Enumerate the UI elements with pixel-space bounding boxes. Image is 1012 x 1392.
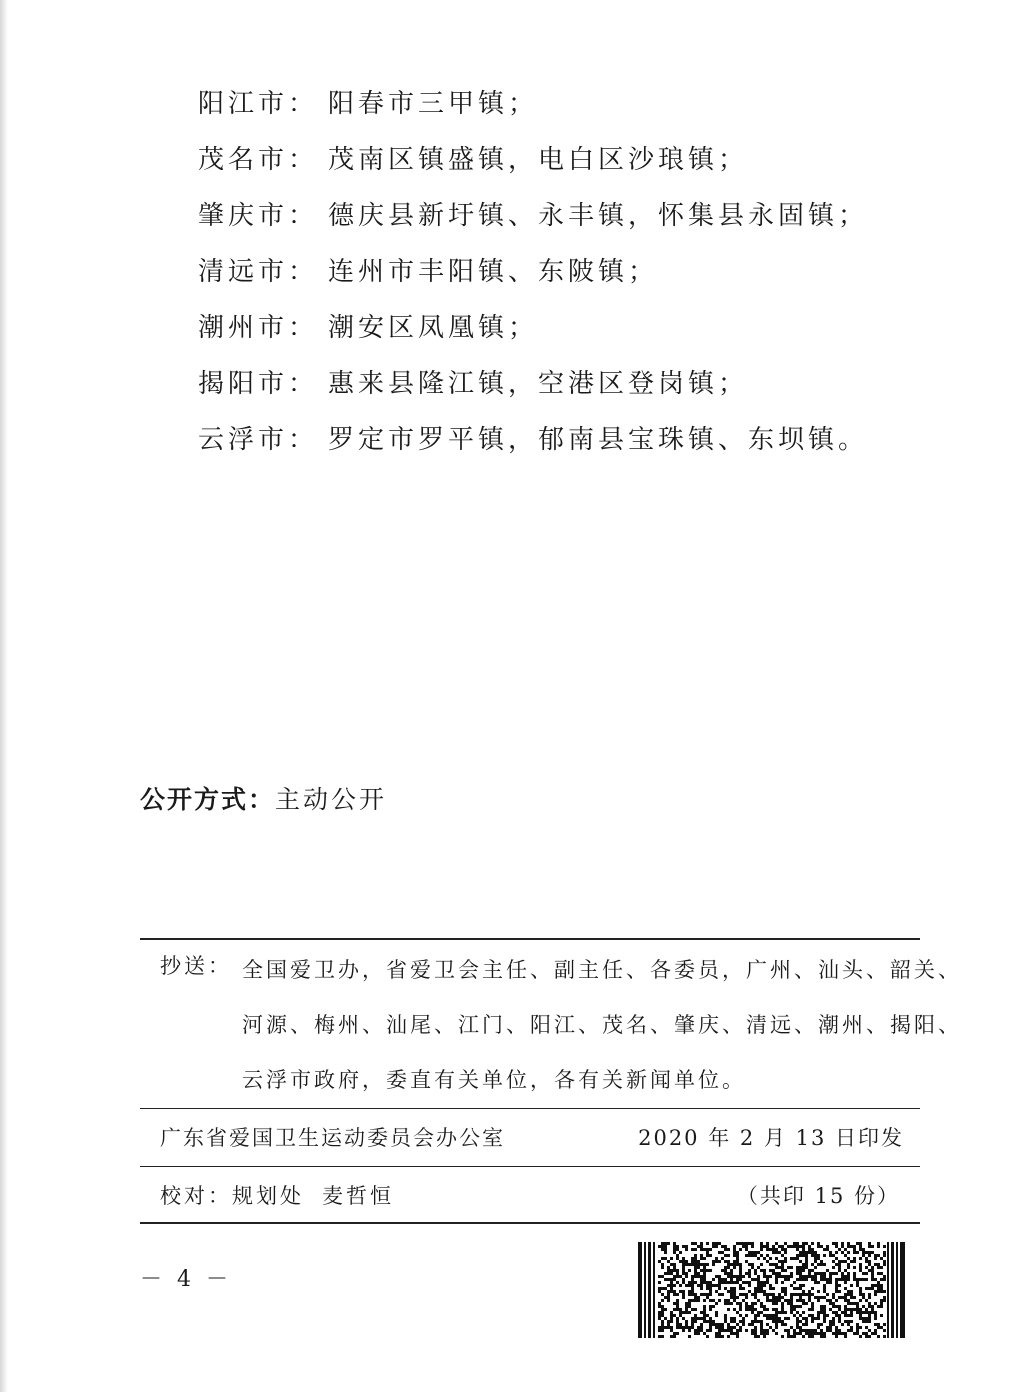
list-item [198, 306, 868, 362]
copies-count: （共印 15 份） [736, 1184, 900, 1208]
issuing-office: 广东省爱国卫生运动委员会办公室 [160, 1126, 505, 1150]
list-item [198, 194, 868, 250]
list-item [198, 362, 868, 418]
city-name: 云浮市： [198, 425, 319, 455]
proofread-person: 麦哲恒 [322, 1184, 394, 1208]
town-list: 阳春市三甲镇； [328, 89, 539, 119]
page-edge-shadow [0, 0, 8, 1392]
cc-line: 河源、梅州、汕尾、江门、阳江、茂名、肇庆、清远、潮州、揭阳、 [242, 1013, 962, 1037]
divider-bottom [140, 1222, 920, 1224]
town-list: 茂南区镇盛镇，电白区沙琅镇； [328, 145, 749, 175]
cc-line: 全国爱卫办，省爱卫会主任、副主任、各委员，广州、汕头、韶关、 [242, 958, 962, 982]
cc-line: 云浮市政府，委直有关单位，各有关新闻单位。 [242, 1068, 746, 1092]
divider-top [140, 938, 920, 940]
city-name: 揭阳市： [198, 369, 319, 399]
town-list: 潮安区凤凰镇； [328, 313, 539, 343]
town-list: 罗定市罗平镇，郁南县宝珠镇、东坝镇。 [328, 425, 869, 455]
town-list: 德庆县新圩镇、永丰镇，怀集县永固镇； [328, 201, 869, 231]
page-number: － 4 － [140, 1267, 232, 1292]
cc-label: 抄送： [160, 954, 232, 978]
issue-date: 2020 年 2 月 13 日印发 [638, 1126, 904, 1150]
city-name: 潮州市： [198, 313, 319, 343]
divider-middle [140, 1108, 920, 1109]
proofread-dept: 规划处 [232, 1184, 304, 1208]
town-list: 连州市丰阳镇、东陂镇； [328, 257, 659, 287]
city-town-list [198, 82, 868, 474]
disclosure-value: 主动公开 [275, 785, 388, 814]
disclosure-method [140, 780, 387, 816]
divider-lower [140, 1166, 920, 1167]
city-name: 清远市： [198, 257, 319, 287]
city-name: 阳江市： [198, 89, 319, 119]
list-item [198, 250, 868, 306]
list-item [198, 138, 868, 194]
proofread-line [160, 1180, 394, 1210]
list-item [198, 82, 868, 138]
town-list: 惠来县隆江镇，空港区登岗镇； [328, 369, 749, 399]
disclosure-label: 公开方式： [140, 785, 276, 814]
city-name: 肇庆市： [198, 201, 319, 231]
city-name: 茂名市： [198, 145, 319, 175]
proofread-label: 校对： [160, 1184, 232, 1208]
barcode-icon [638, 1242, 906, 1338]
list-item [198, 418, 868, 474]
cc-recipients [242, 950, 962, 1115]
